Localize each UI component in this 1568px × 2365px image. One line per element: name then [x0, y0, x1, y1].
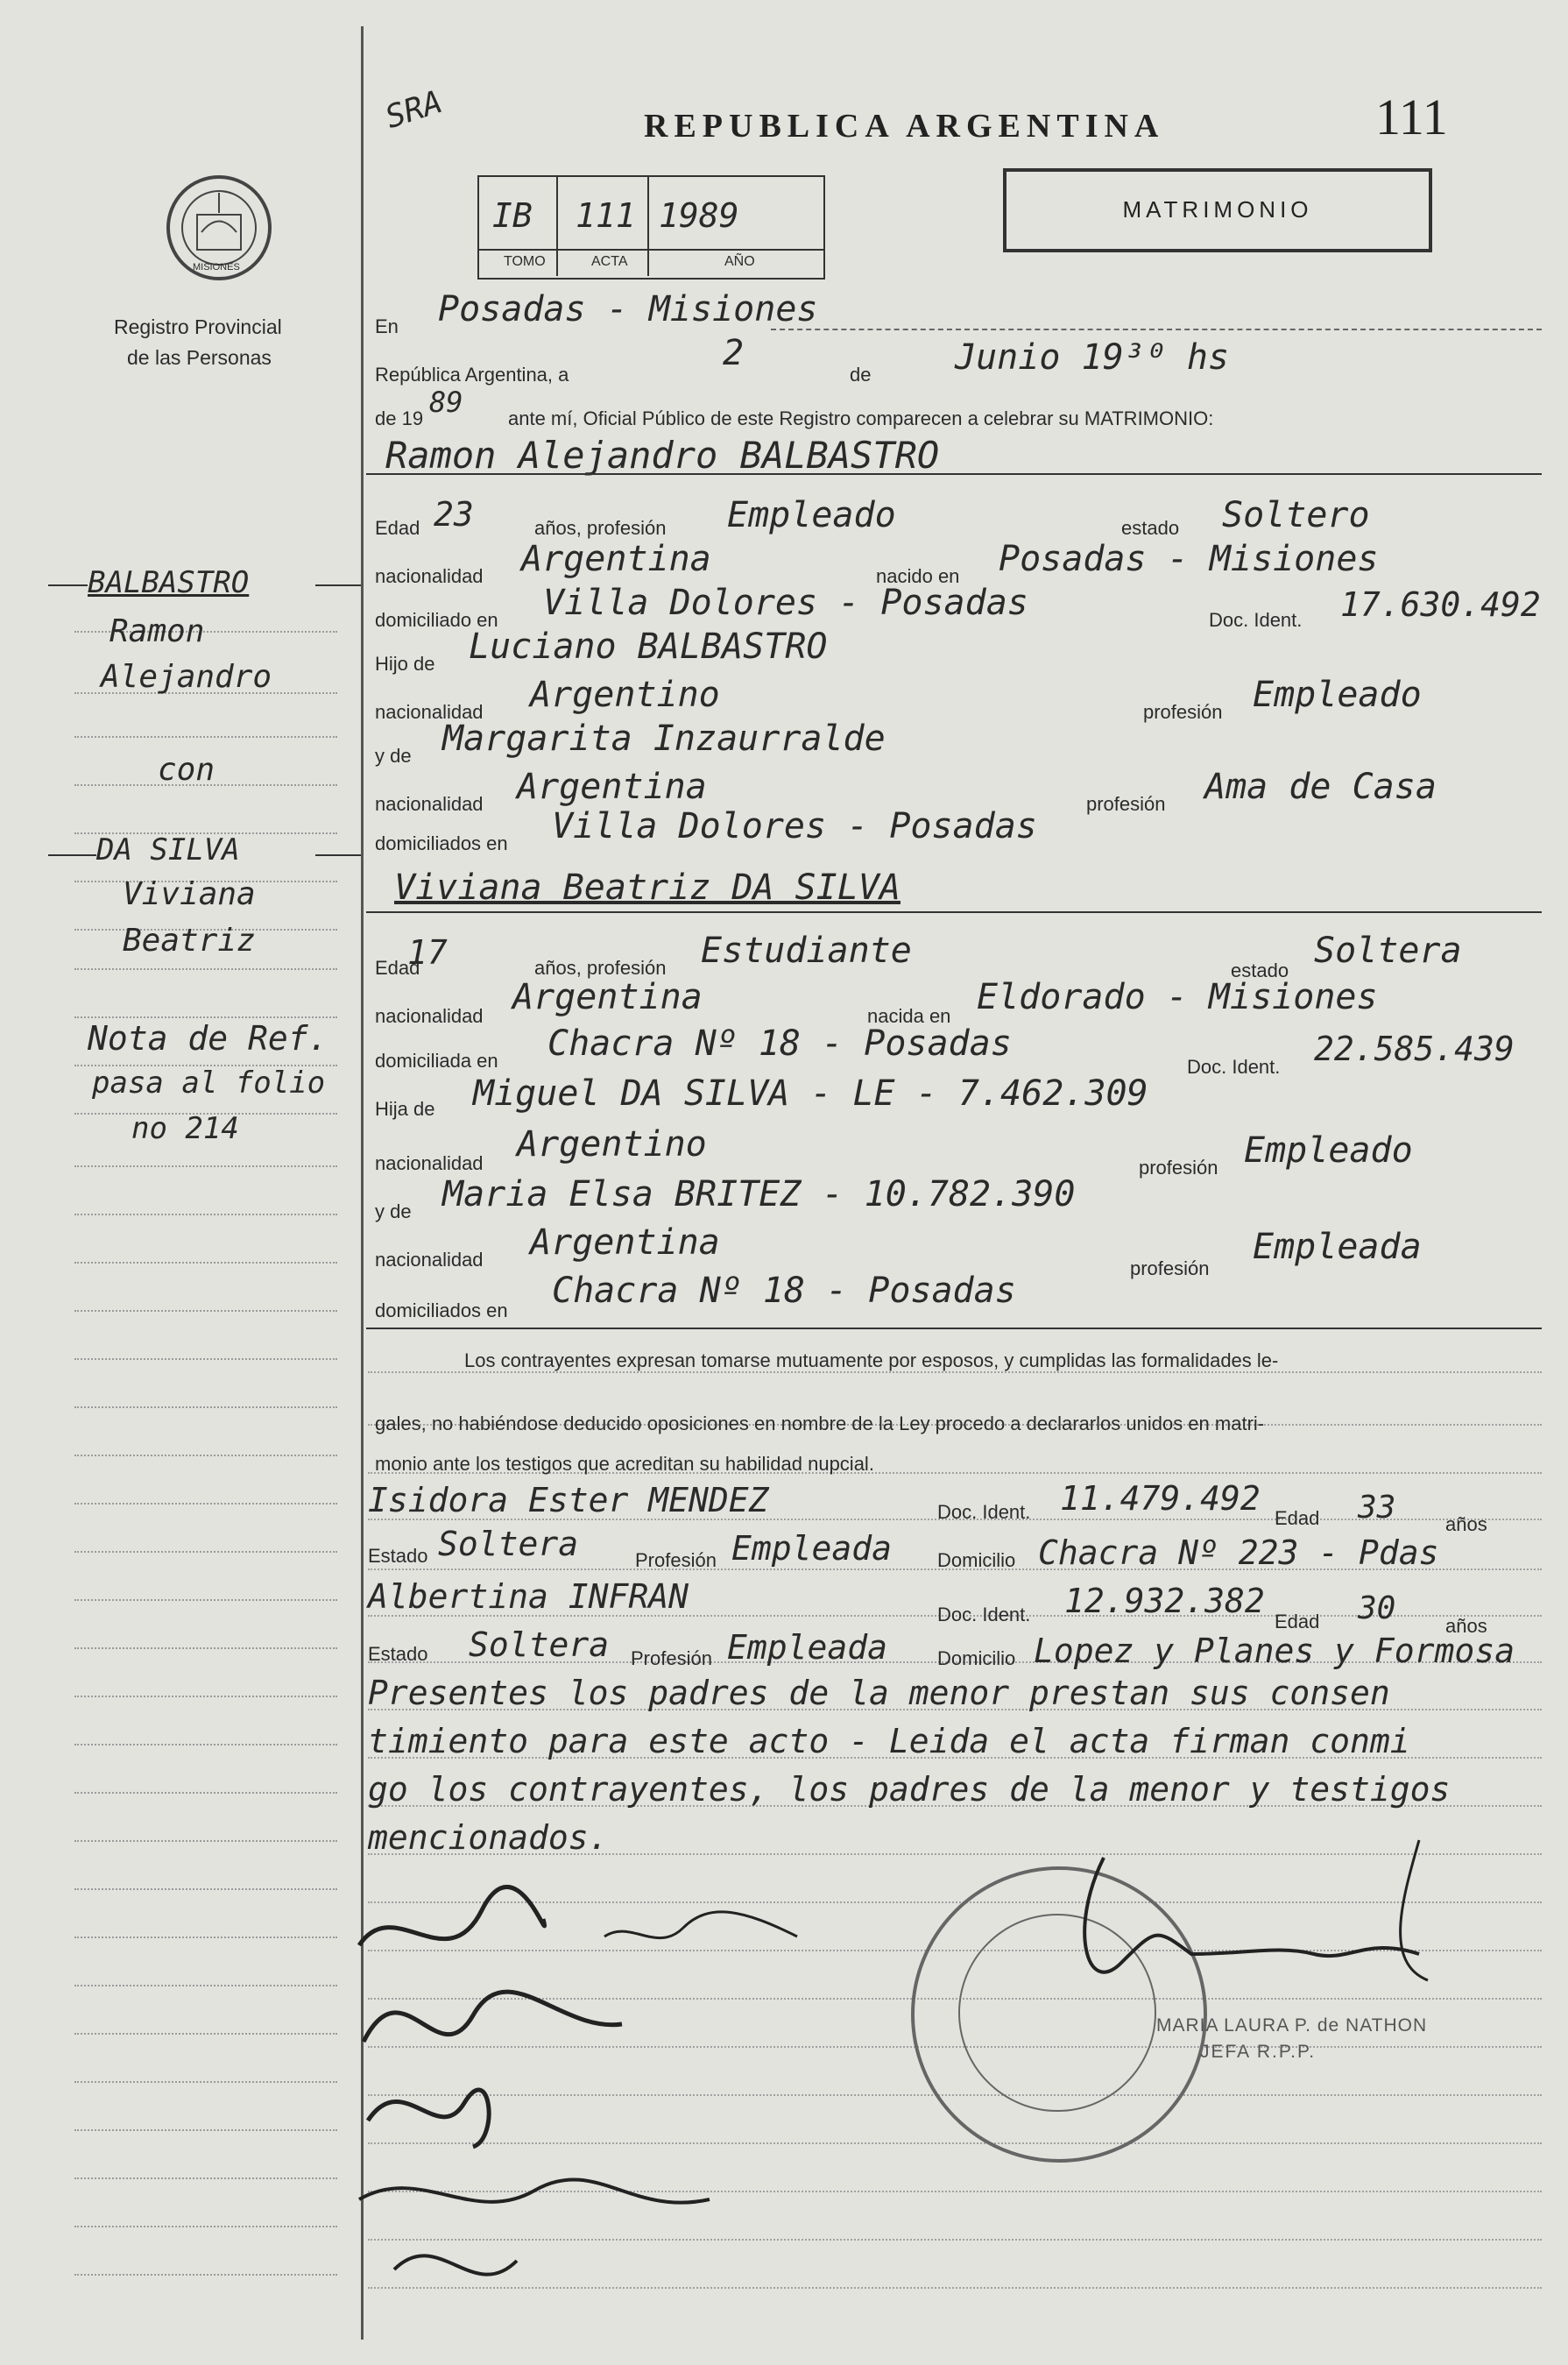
witness1-anos-label: años [1445, 1513, 1487, 1535]
groom-estado-label: estado [1121, 517, 1180, 539]
bride-father-nac: Argentino [517, 1124, 707, 1165]
witness1-doc: 11.479.492 [1060, 1479, 1261, 1518]
witness1-prof: Empleada [731, 1529, 893, 1568]
bride-parents-dom-label: domiciliados en [375, 1299, 508, 1321]
declaration-line1: Los contrayentes expresan tomarse mutuamente por esposos, y cumplidas las formalidades le- [464, 1349, 1279, 1371]
groom-doc: 17.630.492 [1340, 585, 1541, 624]
margin-groom-surname: BALBASTRO [88, 565, 250, 600]
bride-nacida-label: nacida en [867, 1005, 951, 1027]
republic-label: República Argentina, a [375, 364, 569, 386]
groom-anos-prof-label: años, profesión [534, 517, 667, 539]
groom-dom-label: domiciliado en [375, 609, 498, 631]
margin-groom-name1: Ramon [109, 613, 205, 649]
margin-dash-right [315, 584, 361, 586]
groom-doc-label: Doc. Ident. [1209, 609, 1303, 631]
bride-father-prof: Empleado [1244, 1130, 1413, 1171]
margin-connector: con [158, 752, 215, 788]
margin-bride-surname: DA SILVA [96, 832, 240, 867]
groom-name: Ramon Alejandro BALBASTRO [385, 434, 940, 477]
witness1-dom-label: Domicilio [937, 1549, 1016, 1571]
groom-domicilio: Villa Dolores - Posadas [543, 583, 1028, 623]
margin-groom-name2: Alejandro [101, 659, 272, 695]
witness1-estado: Soltera [438, 1525, 579, 1563]
ano-label: AÑO [724, 254, 755, 269]
groom-yde-label: y de [375, 745, 412, 767]
tomo-label: TOMO [504, 254, 546, 269]
witness2-name: Albertina INFRAN [368, 1577, 689, 1616]
groom-father-nac-label: nacionalidad [375, 701, 484, 723]
day: 2 [723, 333, 745, 373]
bride-estado-label: estado [1231, 959, 1289, 981]
year-suffix: 89 [429, 386, 463, 419]
bride-mother-prof: Empleada [1253, 1227, 1422, 1267]
corner-note: SRA [381, 83, 447, 137]
year-prefix: de 19 [375, 407, 424, 429]
groom-profesion: Empleado [727, 495, 896, 535]
acta-label: ACTA [591, 254, 628, 269]
groom-father-prof: Empleado [1253, 675, 1422, 715]
bride-profesion: Estudiante [701, 931, 912, 971]
signatures [342, 1858, 885, 2313]
groom-nacido-en: Posadas - Misiones [999, 539, 1379, 579]
witness2-prof-label: Profesión [631, 1647, 712, 1669]
registry-name-line2: de las Personas [127, 346, 272, 369]
witness2-estado-label: Estado [368, 1643, 428, 1665]
bride-doc: 22.585.439 [1314, 1030, 1515, 1068]
ano-value: 1989 [659, 196, 739, 235]
bride-anos-prof-label: años, profesión [534, 957, 667, 979]
margin-note-line1: Nota de Ref. [88, 1019, 328, 1058]
groom-mother-prof: Ama de Casa [1204, 767, 1437, 807]
witness1-edad: 33 [1358, 1490, 1396, 1526]
notes-line2: timiento para este acto - Leida el acta firman conmi [368, 1722, 1410, 1760]
bride-father-nac-label: nacionalidad [375, 1152, 484, 1174]
bride-mother-prof-label: profesión [1130, 1257, 1210, 1279]
witness2-prof: Empleada [727, 1628, 888, 1667]
registry-name-line1: Registro Provincial [114, 315, 282, 338]
groom-nac-label: nacionalidad [375, 565, 484, 587]
witness2-edad: 30 [1358, 1590, 1396, 1626]
seal-text: MISIONES [193, 262, 240, 273]
bride-estado: Soltera [1314, 931, 1462, 971]
bride-domicilio: Chacra Nº 18 - Posadas [547, 1023, 1012, 1064]
witness1-dom: Chacra Nº 223 - Pdas [1038, 1533, 1439, 1572]
witness2-edad-label: Edad [1275, 1611, 1320, 1632]
margin-dash-left-2 [48, 854, 96, 856]
tomo-value: IB [492, 196, 533, 235]
groom-mother-prof-label: profesión [1086, 793, 1166, 815]
margin-note-line3: no 214 [131, 1111, 239, 1146]
act-type: MATRIMONIO [1122, 196, 1313, 223]
bride-doc-label: Doc. Ident. [1187, 1056, 1281, 1078]
margin-dash-left [48, 584, 88, 586]
groom-edad-label: Edad [375, 517, 420, 539]
witness1-edad-label: Edad [1275, 1507, 1320, 1529]
witness1-doc-label: Doc. Ident. [937, 1501, 1031, 1523]
bride-nac-label: nacionalidad [375, 1005, 484, 1027]
registry-box [477, 175, 825, 280]
bride-edad-label: Edad [375, 957, 420, 979]
margin-bride-name2: Beatriz [123, 923, 256, 959]
witness2-estado: Soltera [469, 1625, 610, 1664]
official-title: JEFA R.P.P. [1200, 2042, 1317, 2062]
bride-edad: 17 [407, 933, 448, 972]
witness1-estado-label: Estado [368, 1545, 428, 1567]
margin-note-line2: pasa al folio [92, 1066, 326, 1101]
place: Posadas - Misiones [438, 289, 818, 329]
groom-nacido-label: nacido en [876, 565, 960, 587]
declaration-line3: monio ante los testigos que acreditan su habilidad nupcial. [375, 1453, 874, 1475]
bride-nacida-en: Eldorado - Misiones [977, 977, 1378, 1017]
folio-number: 111 [1375, 89, 1448, 145]
misiones-seal-logo [158, 171, 280, 294]
bride-yde-label: y de [375, 1200, 412, 1222]
notes-line1: Presentes los padres de la menor prestan sus consen [368, 1674, 1390, 1712]
groom-father-nac: Argentino [530, 675, 720, 715]
bride-mother: Maria Elsa BRITEZ - 10.782.390 [442, 1174, 1076, 1214]
groom-estado: Soltero [1222, 495, 1370, 535]
notes-line3: go los contrayentes, los padres de la menor y testigos [368, 1770, 1451, 1809]
groom-parents-dom-label: domiciliados en [375, 832, 508, 854]
groom-father-prof-label: profesión [1143, 701, 1223, 723]
margin-dash-right-2 [315, 854, 361, 856]
bride-hija-label: Hija de [375, 1098, 435, 1120]
bride-name: Viviana Beatriz DA SILVA [394, 867, 901, 908]
act-type-box [1003, 168, 1432, 252]
margin-bride-name1: Viviana [123, 876, 256, 912]
groom-edad: 23 [434, 495, 474, 534]
witness2-dom: Lopez y Planes y Formosa [1034, 1632, 1515, 1670]
official-name: MARIA LAURA P. de NATHON [1156, 2015, 1428, 2036]
groom-mother-nac-label: nacionalidad [375, 793, 484, 815]
bride-parents-dom: Chacra Nº 18 - Posadas [552, 1271, 1016, 1311]
witness2-doc: 12.932.382 [1064, 1582, 1265, 1620]
bride-nacionalidad: Argentina [512, 977, 703, 1017]
witness2-doc-label: Doc. Ident. [937, 1604, 1031, 1625]
en-label: En [375, 315, 399, 337]
month-time: Junio 19³⁰ hs [955, 337, 1230, 378]
bride-mother-nac: Argentina [530, 1222, 720, 1263]
notes-line4: mencionados. [368, 1818, 609, 1857]
de-label: de [850, 364, 872, 386]
groom-mother: Margarita Inzaurralde [442, 719, 886, 759]
groom-parents-dom: Villa Dolores - Posadas [552, 806, 1037, 846]
groom-mother-nac: Argentina [517, 767, 707, 807]
witness2-anos-label: años [1445, 1615, 1487, 1637]
groom-hijo-label: Hijo de [375, 653, 435, 675]
witness2-dom-label: Domicilio [937, 1647, 1016, 1669]
acta-value: 111 [576, 196, 636, 235]
intro-statement: ante mí, Oficial Público de este Registro comparecen a celebrar su MATRIMONIO: [508, 407, 1214, 429]
witness1-prof-label: Profesión [635, 1549, 717, 1571]
declaration-line2: gales, no habiéndose deducido oposiciones en nombre de la Ley procedo a declararlos unidos en matri- [375, 1413, 1265, 1434]
bride-mother-nac-label: nacionalidad [375, 1249, 484, 1271]
witness1-name: Isidora Ester MENDEZ [368, 1481, 769, 1519]
bride-father: Miguel DA SILVA - LE - 7.462.309 [473, 1073, 1148, 1114]
bride-father-prof-label: profesión [1139, 1157, 1218, 1179]
country-title: REPUBLICA ARGENTINA [644, 108, 1165, 145]
groom-father: Luciano BALBASTRO [469, 627, 828, 667]
bride-dom-label: domiciliada en [375, 1050, 498, 1072]
groom-nacionalidad: Argentina [521, 539, 711, 579]
